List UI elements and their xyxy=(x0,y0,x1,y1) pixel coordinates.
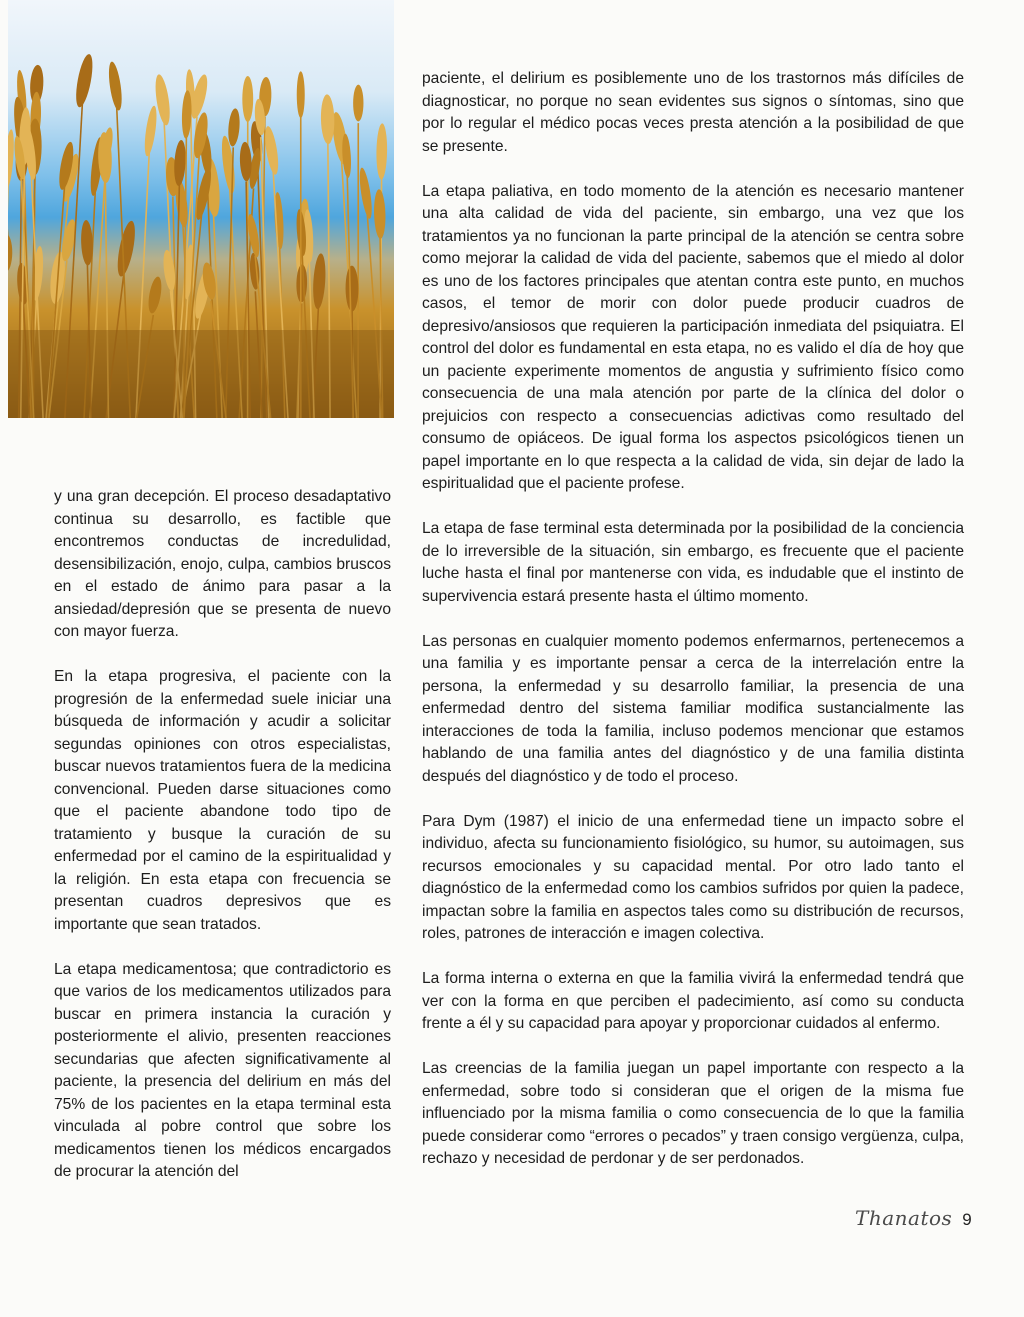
right-paragraph-1: paciente, el delirium es posiblemente uno de los trastornos más difíciles de diagnosticar, no porque no sean evidentes sus signos o síntomas, sino que por lo regular el médico pocas veces presta atención a la posibilidad de que se presente. xyxy=(422,70,964,155)
left-paragraph-3: La etapa medicamentosa; que contradictorio es que varios de los medicamentos utilizados para buscar en primera instancia la curación y posteriormente el alivio, presenten reacciones secundarias que afecten significativamente al paciente, la presencia del delirium en más del 75% de los pacientes en la etapa terminal esta vinculada al pobre control que sobre los medicamentos tienen los médicos encargados de procurar la atención del xyxy=(54,960,391,1180)
right-paragraph-4: Las personas en cualquier momento podemos enfermarnos, pertenecemos a una familia y es importante pensar a cerca de la interrelación entre la persona, la enfermedad y su desarrollo familiar, la presencia de una enfermedad dentro del sistema familiar modifica sustancialmente las interacciones de toda la familia, incluso podemos mencionar que estamos hablando de una familia antes del diagnóstico y de una familia distinta después del diagnóstico y de todo el proceso. xyxy=(422,632,964,785)
right-paragraph-3: La etapa de fase terminal esta determinada por la posibilidad de la conciencia de lo irreversible de la situación, sin embargo, es frecuente que el paciente luche hasta el final por mantenerse con vida, es indudable que el instinto de supervivencia estará presente hasta el último momento. xyxy=(422,520,964,605)
right-paragraph-7: Las creencias de la familia juegan un papel importante con respecto a la enfermedad, sobre todo si consideran que el origen de la misma fue influenciado por la misma familia o como consecuencia de lo que la familia puede considerar como “errores o pecados” y traen consigo vergüenza, culpa, rechazo y necesidad de perdonar y de ser perdonados. xyxy=(422,1060,964,1167)
right-paragraph-2: La etapa paliativa, en todo momento de la atención es necesario mantener una alta calidad de vida del paciente, sin embargo, una vez que los tratamientos ya no funcionan la parte principal de la atención se centra sobre como mejorar la calidad de vida del paciente, sabemos que el miedo al dolor es uno de los factores principales que atentan contra este punto, en muchos casos, el temor de morir con dolor puede producir cuadros de depresivo/ansiosos que requieren la participación inmediata del psiquiatra. El control del dolor es fundamental en esta etapa, no es valido el día de hoy que un paciente experimente momentos de angustia y sufrimiento físico como consecuencia de una mala atención por parte de la clínica del dolor o prejuicios con respecto a consecuencias adictivas como resultado del consumo de opiáceos. De igual forma los aspectos psicológicos tienen un papel importante en lo que respecta a la calidad de vida, sin dejar de lado la espiritualidad que el paciente profese. xyxy=(422,182,964,492)
wheat-field-photo xyxy=(8,0,394,418)
magazine-brand: Thanatos xyxy=(855,1206,953,1230)
page-number: 9 xyxy=(962,1210,972,1229)
right-paragraph-6: La forma interna o externa en que la familia vivirá la enfermedad tendrá que ver con la forma en que perciben el padecimiento, así como su conducta frente a él y su capacidad para apoyar y proporcionar cuidados al enfermo. xyxy=(422,970,964,1032)
wheat-illustration xyxy=(8,0,394,418)
right-paragraph-5: Para Dym (1987) el inicio de una enfermedad tiene un impacto sobre el individuo, afecta su funcionamiento fisiológico, su humor, su autoimagen, sus recursos emocionales y su capacidad mental. Por otro lado tanto el diagnóstico de la enfermedad como los cambios sufridos por quien la padece, impactan sobre la familia en aspectos tales como su distribución de recursos, roles, patrones de interacción e imagen colectiva. xyxy=(422,812,964,942)
left-column xyxy=(54,486,391,1206)
right-column xyxy=(422,68,964,1193)
left-paragraph-2: En la etapa progresiva, el paciente con la progresión de la enfermedad suele iniciar una búsqueda de información y acudir a solicitar segundas opiniones con otros especialistas, buscar nuevos tratamientos fuera de la medicina convencional. Pueden darse situaciones como que el paciente abandone todo tipo de tratamiento y busque la curación de su enfermedad por el camino de la espiritualidad y la religión. En esta etapa con frecuencia se presentan cuadros depresivos que es importante que sean tratados. xyxy=(54,668,391,933)
page-footer xyxy=(855,1206,972,1236)
left-paragraph-1: y una gran decepción. El proceso desadaptativo continua su desarrollo, es factible que encontremos conductas de incredulidad, desensibilización, enojo, culpa, cambios bruscos en el estado de ánimo para pasar a la ansiedad/depresión que se presenta de nuevo con mayor fuerza. xyxy=(54,488,391,640)
